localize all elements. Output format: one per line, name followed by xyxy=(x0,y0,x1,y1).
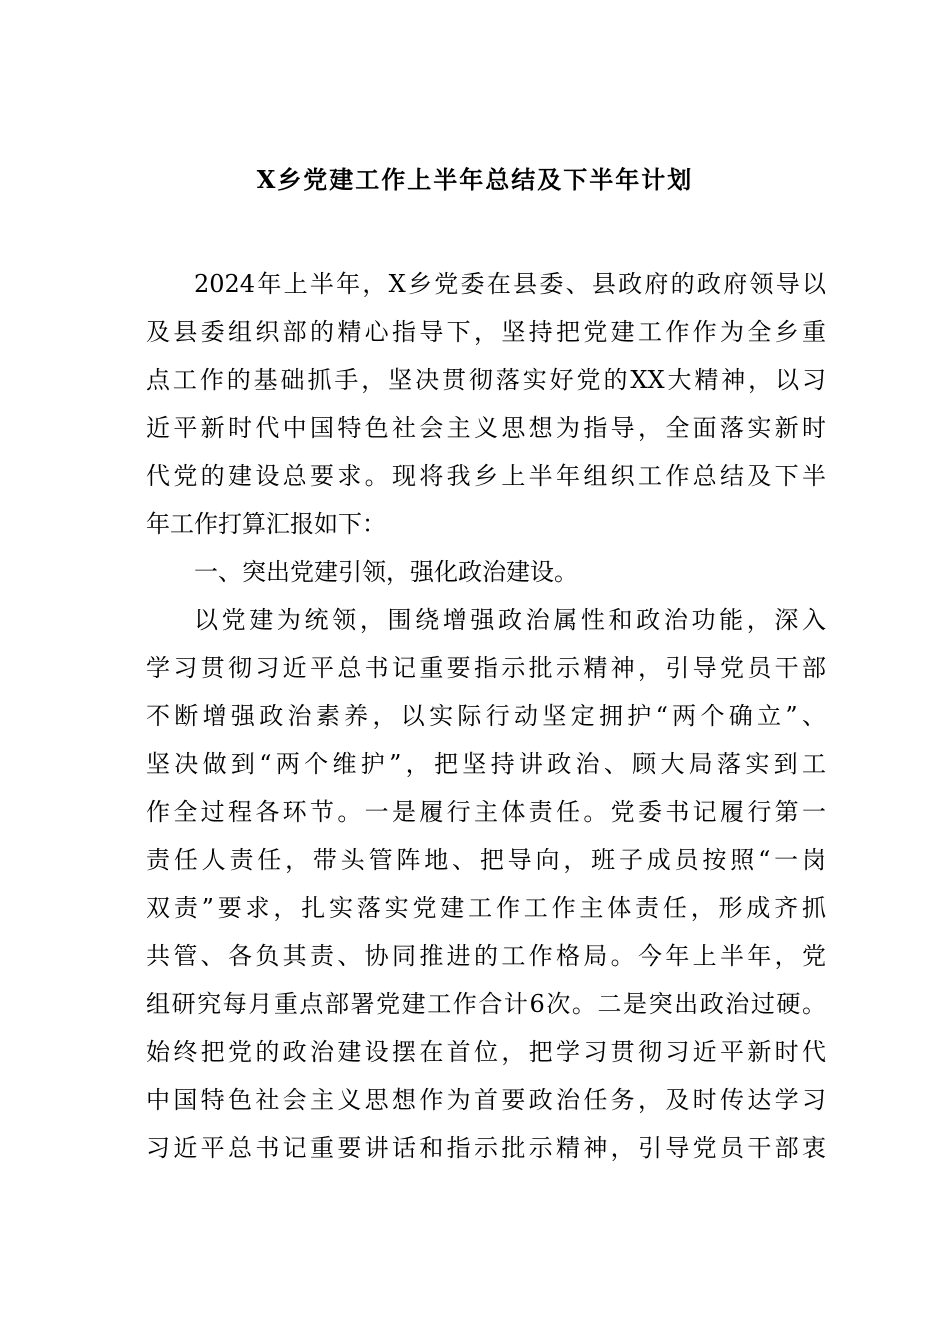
body-line-1: 2024年上半年，X乡党委在县委、县政府的政府领导以 xyxy=(194,270,826,298)
body-line-8: 以党建为统领，围绕增强政治属性和政治功能，深入 xyxy=(194,606,826,634)
body-line-14: 双责”要求，扎实落实党建工作工作主体责任，形成齐抓 xyxy=(146,894,826,922)
body-line-2: 及县委组织部的精心指导下，坚持把党建工作作为全乡重 xyxy=(146,318,826,346)
body-line-6: 年工作打算汇报如下： xyxy=(146,510,386,538)
body-line-11: 坚决做到“两个维护”，把坚持讲政治、顾大局落实到工 xyxy=(146,750,826,778)
body-line-18: 中国特色社会主义思想作为首要政治任务，及时传达学习 xyxy=(146,1086,826,1114)
section-heading-1: 一、突出党建引领，强化政治建设。 xyxy=(194,558,578,586)
body-line-9: 学习贯彻习近平总书记重要指示批示精神，引导党员干部 xyxy=(146,654,826,682)
body-line-13: 责任人责任，带头管阵地、把导向，班子成员按照“一岗 xyxy=(146,846,826,874)
body-line-4: 近平新时代中国特色社会主义思想为指导，全面落实新时 xyxy=(146,414,826,442)
body-line-15: 共管、各负其责、协同推进的工作格局。今年上半年，党 xyxy=(146,942,826,970)
body-line-3: 点工作的基础抓手，坚决贯彻落实好党的XX大精神，以习 xyxy=(146,366,826,394)
body-line-5: 代党的建设总要求。现将我乡上半年组织工作总结及下半 xyxy=(146,462,826,490)
body-line-10: 不断增强政治素养，以实际行动坚定拥护“两个确立”、 xyxy=(146,702,826,730)
body-line-12: 作全过程各环节。一是履行主体责任。党委书记履行第一 xyxy=(146,798,826,826)
body-line-17: 始终把党的政治建设摆在首位，把学习贯彻习近平新时代 xyxy=(146,1038,826,1066)
document-title: X乡党建工作上半年总结及下半年计划 xyxy=(256,165,694,194)
body-line-19: 习近平总书记重要讲话和指示批示精神，引导党员干部衷 xyxy=(146,1134,826,1162)
body-line-16: 组研究每月重点部署党建工作合计6次。二是突出政治过硬。 xyxy=(146,990,826,1018)
